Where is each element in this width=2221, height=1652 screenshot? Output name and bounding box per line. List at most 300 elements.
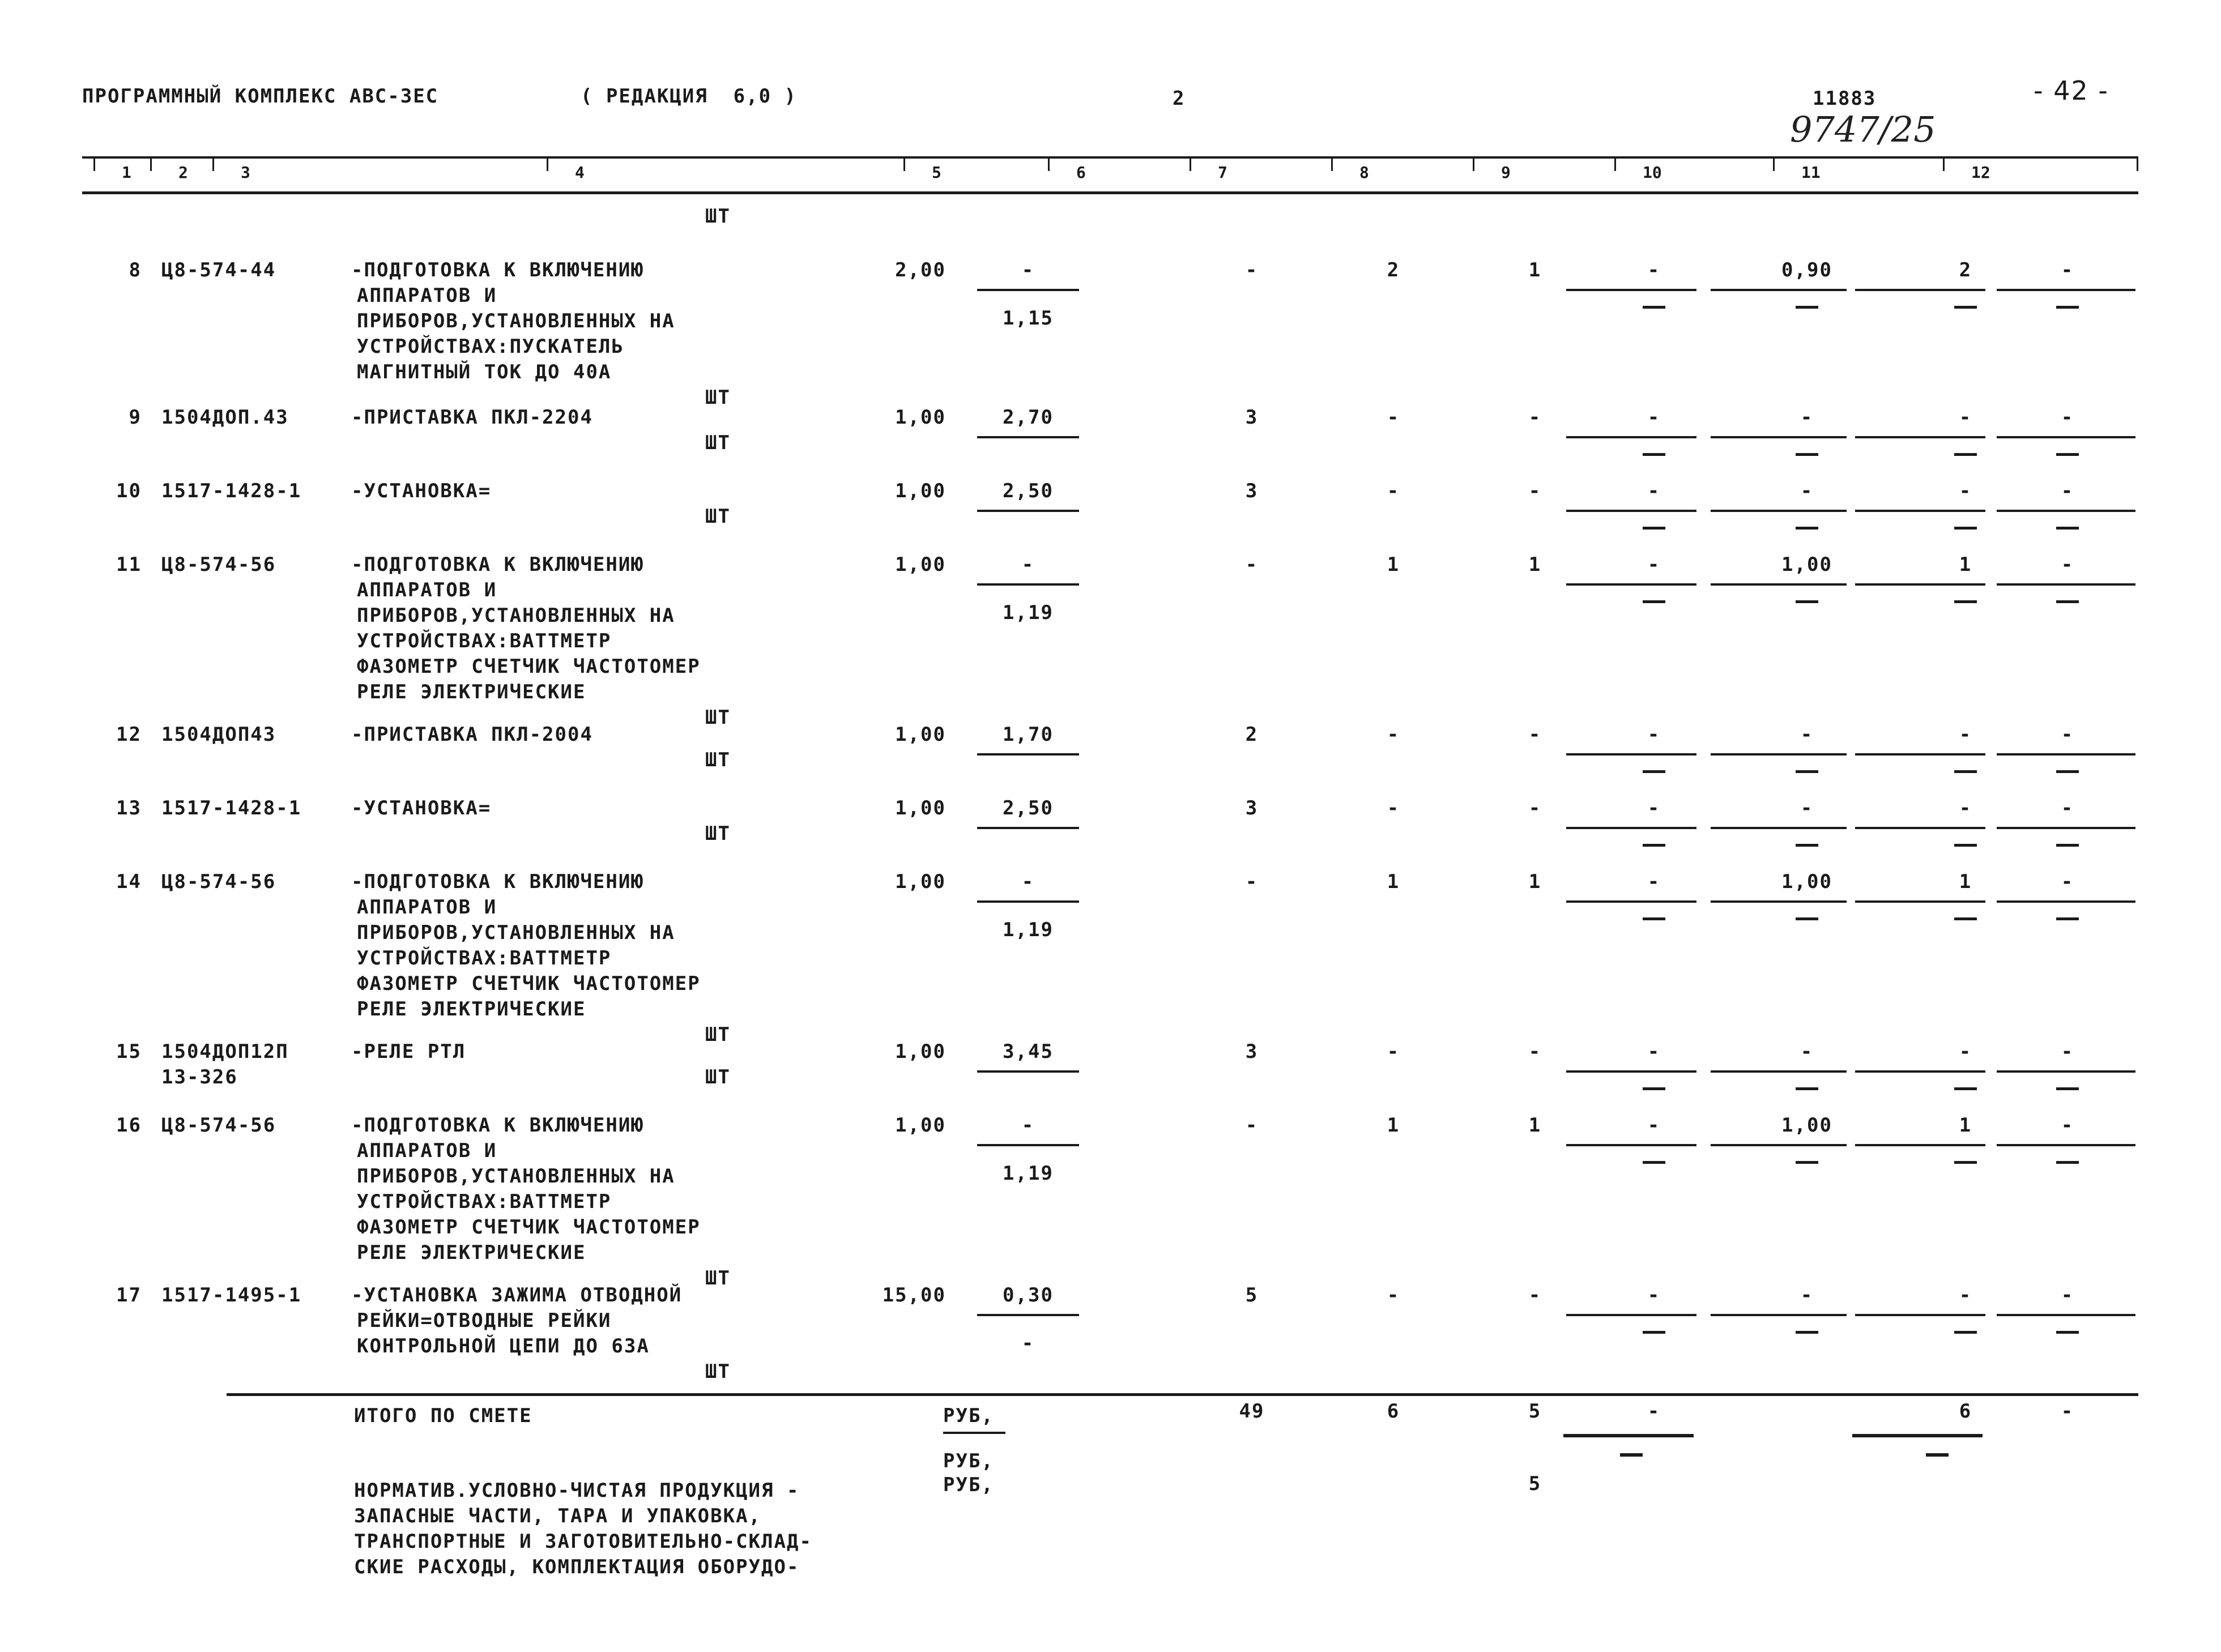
column-header-2: 2 [178, 163, 188, 182]
row-number: 8 [129, 259, 142, 281]
c12-bottom-dash [2056, 1331, 2079, 1334]
column-header-7: 7 [1218, 163, 1227, 182]
row-c6: 3 [1245, 1040, 1259, 1063]
c5-rule [977, 1314, 1079, 1316]
row-c6: 5 [1245, 1284, 1259, 1307]
header-rule-bottom [82, 191, 2138, 194]
norm-line-2: ЗАПАСНЫЕ ЧАСТИ, ТАРА И УПАКОВКА, [354, 1505, 762, 1527]
row-quantity: 1,00 [895, 870, 946, 893]
row-c12: - [2061, 723, 2074, 746]
row-c5: - [1021, 870, 1035, 893]
c10-bottom-dash [1796, 600, 1818, 603]
c12-rule [1997, 1070, 2135, 1073]
column-header-separator [212, 159, 214, 171]
total-c9: - [1647, 1400, 1661, 1423]
row-unit: ШТ [705, 1360, 731, 1383]
row-c5-bottom: 1,19 [1003, 601, 1054, 624]
row-quantity: 1,00 [895, 1114, 946, 1137]
total-rub-3: РУБ, [943, 1474, 994, 1496]
c9-bottom-dash [1643, 1087, 1665, 1090]
c11-bottom-dash [1954, 453, 1977, 456]
row-c9: - [1647, 553, 1661, 576]
row-number: 15 [116, 1040, 142, 1063]
c9-bottom-dash [1643, 600, 1665, 603]
row-c12: - [2061, 797, 2074, 819]
row-c5-bottom: 1,15 [1003, 307, 1054, 330]
c9-bottom-dash [1643, 917, 1665, 920]
row-unit: ШТ [705, 505, 731, 528]
row-code: Ц8-574-44 [161, 259, 276, 281]
row-c7: - [1387, 406, 1400, 429]
c11-rule [1855, 1314, 1985, 1316]
row-quantity: 1,00 [895, 553, 946, 576]
c5-rule [977, 436, 1079, 438]
c12-bottom-dash [2056, 600, 2079, 603]
row-c10: - [1800, 797, 1814, 819]
c9-bottom-dash [1643, 1331, 1665, 1334]
row-c10: 1,00 [1781, 870, 1832, 893]
row-c5: 3,45 [1003, 1040, 1054, 1063]
total-c6: 49 [1239, 1400, 1265, 1423]
row-c8: 1 [1528, 553, 1542, 576]
row-c5: 2,70 [1003, 406, 1054, 429]
c12-bottom-dash [2056, 1087, 2079, 1090]
row-c12: - [2061, 1114, 2074, 1137]
c9-bottom-dash [1643, 306, 1665, 309]
row-c5: - [1021, 259, 1035, 281]
row-description-line: -ПОДГОТОВКА К ВКЛЮЧЕНИЮ [351, 870, 644, 893]
row-c10: 1,00 [1781, 553, 1832, 576]
c11-rule [1855, 827, 1985, 829]
program-title: ПРОГРАММНЫЙ КОМПЛЕКС АВС-3ЕС [82, 85, 439, 108]
c10-bottom-dash [1796, 306, 1818, 309]
row-description-line: УСТРОЙСТВАХ:ВАТТМЕТР [357, 947, 612, 970]
row-c11: 2 [1959, 259, 1972, 281]
row-c11: - [1959, 480, 1972, 502]
row-c11: 1 [1959, 553, 1972, 576]
c9-rule [1566, 900, 1696, 903]
row-description-line: АППАРАТОВ И [357, 1139, 497, 1162]
row-description-line: -ПРИСТАВКА ПКЛ-2004 [351, 723, 593, 746]
column-header-separator [903, 159, 905, 171]
sheet-number: 2 [1173, 87, 1186, 110]
c5-rule [977, 900, 1079, 903]
row-c12: - [2061, 480, 2074, 502]
row-c12: - [2061, 1040, 2074, 1063]
column-header-3: 3 [241, 163, 250, 182]
row-c5: - [1021, 553, 1035, 576]
column-header-separator [93, 159, 95, 171]
row-description-line: УСТРОЙСТВАХ:ВАТТМЕТР [357, 1190, 612, 1213]
c12-bottom-dash [2056, 527, 2079, 530]
row-description-line: ФАЗОМЕТР СЧЕТЧИК ЧАСТОТОМЕР [357, 972, 701, 995]
norm-line-4: СКИЕ РАСХОДЫ, КОМПЛЕКТАЦИЯ ОБОРУДО- [354, 1556, 800, 1578]
norm-line-3: ТРАНСПОРТНЫЕ И ЗАГОТОВИТЕЛЬНО-СКЛАД- [354, 1530, 812, 1553]
row-c10: 0,90 [1781, 259, 1832, 281]
c10-rule [1711, 1314, 1847, 1316]
c9-rule [1566, 1144, 1696, 1146]
row-unit: ШТ [705, 706, 731, 729]
c11-bottom-dash [1954, 1161, 1977, 1164]
c11-bottom-dash [1954, 1331, 1977, 1334]
c11-bottom-dash [1954, 600, 1977, 603]
row-c8: - [1528, 797, 1542, 819]
row-unit: ШТ [705, 386, 731, 409]
row-c11: - [1959, 1040, 1972, 1063]
row-description-line: ПРИБОРОВ,УСТАНОВЛЕННЫХ НА [357, 604, 675, 627]
c12-rule [1997, 583, 2135, 586]
row-code: 1517-1428-1 [161, 480, 302, 502]
c9-rule [1566, 827, 1696, 829]
row-c6: 3 [1245, 797, 1259, 819]
c9-bottom-dash [1643, 844, 1665, 847]
c10-bottom-dash [1796, 453, 1818, 456]
row-c9: - [1647, 406, 1661, 429]
total-rub-1: РУБ, [943, 1405, 994, 1427]
row-description-line: РЕЙКИ=ОТВОДНЫЕ РЕЙКИ [357, 1309, 612, 1332]
c10-bottom-dash [1796, 1331, 1818, 1334]
column-header-4: 4 [575, 163, 585, 182]
row-c7: 1 [1387, 1114, 1400, 1137]
row-c8: 1 [1528, 1114, 1542, 1137]
row-code: 1504ДОП43 [161, 723, 276, 746]
total-c12: - [2061, 1400, 2074, 1423]
norm-line-1: НОРМАТИВ.УСЛОВНО-ЧИСТАЯ ПРОДУКЦИЯ - [354, 1479, 800, 1502]
row-c5: 1,70 [1003, 723, 1054, 746]
c12-rule [1997, 900, 2135, 903]
c12-bottom-dash [2056, 917, 2079, 920]
column-header-11: 11 [1801, 163, 1821, 182]
row-c5-bottom: 1,19 [1003, 1162, 1054, 1185]
row-quantity: 1,00 [895, 797, 946, 819]
row-quantity: 1,00 [895, 480, 946, 502]
row-number: 11 [116, 553, 142, 576]
row-description-line: ПРИБОРОВ,УСТАНОВЛЕННЫХ НА [357, 921, 675, 944]
row-c9: - [1647, 723, 1661, 746]
c9-bottom-dash [1643, 527, 1665, 530]
row-quantity: 1,00 [895, 723, 946, 746]
row-description-line: МАГНИТНЫЙ ТОК ДО 40А [357, 361, 612, 383]
column-header-9: 9 [1501, 163, 1511, 182]
column-header-separator [1048, 159, 1050, 171]
row-c8: - [1528, 406, 1542, 429]
row-quantity: 15,00 [882, 1284, 946, 1307]
column-header-separator [150, 159, 152, 171]
c11-rule [1855, 436, 1985, 438]
total-c11-rule [1852, 1434, 1983, 1437]
row-c5-bottom: - [1021, 1332, 1035, 1355]
row-c7: - [1387, 723, 1400, 746]
total-c11: 6 [1959, 1400, 1972, 1423]
row-c11: 1 [1959, 870, 1972, 893]
c5-rule [977, 1144, 1079, 1146]
row-c6: - [1245, 870, 1259, 893]
c10-rule [1711, 753, 1847, 755]
c9-rule [1566, 289, 1696, 291]
c10-rule [1711, 827, 1847, 829]
row-code-line2: 13-326 [161, 1066, 238, 1088]
row-c11: - [1959, 797, 1972, 819]
document-code: 11883 [1813, 87, 1877, 110]
c12-bottom-dash [2056, 453, 2079, 456]
row-c7: 1 [1387, 553, 1400, 576]
row-c12: - [2061, 1284, 2074, 1307]
row-description-line: АППАРАТОВ И [357, 579, 497, 601]
c11-rule [1855, 753, 1985, 755]
row-c7: - [1387, 1040, 1400, 1063]
column-header-6: 6 [1076, 163, 1086, 182]
row-c8: - [1528, 723, 1542, 746]
c11-bottom-dash [1954, 1087, 1977, 1090]
row-c7: - [1387, 480, 1400, 502]
row-description-line: АППАРАТОВ И [357, 896, 497, 919]
row-code: Ц8-574-56 [161, 1114, 276, 1137]
row-c9: - [1647, 480, 1661, 502]
c11-bottom-dash [1954, 917, 1977, 920]
total-rule [227, 1393, 2138, 1396]
row-c11: - [1959, 406, 1972, 429]
row-c5: 2,50 [1003, 480, 1054, 502]
c5-rule [977, 827, 1079, 829]
c12-rule [1997, 827, 2135, 829]
c12-rule [1997, 1314, 2135, 1316]
c12-rule [1997, 289, 2135, 291]
column-header-separator [1190, 159, 1191, 171]
c12-rule [1997, 1144, 2135, 1146]
column-header-5: 5 [932, 163, 941, 182]
row-unit: ШТ [705, 822, 731, 845]
row-c6: 2 [1245, 723, 1259, 746]
c12-bottom-dash [2056, 1161, 2079, 1164]
row-c7: 1 [1387, 870, 1400, 893]
total-c9-dash [1620, 1453, 1643, 1457]
column-header-separator [1773, 159, 1775, 171]
c12-bottom-dash [2056, 306, 2079, 309]
row-unit: ШТ [705, 432, 731, 454]
total-c9-rule [1563, 1434, 1694, 1437]
total-c11-dash [1926, 1453, 1949, 1457]
total-c8: 5 [1528, 1400, 1542, 1423]
c10-bottom-dash [1796, 1087, 1818, 1090]
c9-bottom-dash [1643, 1161, 1665, 1164]
row-c5: 0,30 [1003, 1284, 1054, 1307]
column-header-separator [1331, 159, 1333, 171]
row-description-line: -ПОДГОТОВКА К ВКЛЮЧЕНИЮ [351, 553, 644, 576]
row-c10: - [1800, 723, 1814, 746]
c10-bottom-dash [1796, 1161, 1818, 1164]
total-c7: 6 [1387, 1400, 1400, 1423]
c11-bottom-dash [1954, 527, 1977, 530]
row-c11: - [1959, 723, 1972, 746]
c10-rule [1711, 1070, 1847, 1073]
c10-bottom-dash [1796, 844, 1818, 847]
handwritten-note: 9747/25 [1790, 109, 1936, 150]
column-header-1: 1 [122, 163, 131, 182]
c10-rule [1711, 1144, 1847, 1146]
column-header-separator [547, 159, 548, 171]
column-header-separator [2137, 159, 2138, 171]
row-c5-bottom: 1,19 [1003, 919, 1054, 941]
c11-bottom-dash [1954, 770, 1977, 773]
rub-rule [943, 1432, 1005, 1434]
row-c8: - [1528, 1284, 1542, 1307]
row-c8: 1 [1528, 259, 1542, 281]
c12-rule [1997, 436, 2135, 438]
row-description-line: УСТРОЙСТВАХ:ПУСКАТЕЛЬ [357, 335, 624, 358]
c9-rule [1566, 583, 1696, 586]
norm-c8: 5 [1528, 1472, 1542, 1495]
total-rub-2: РУБ, [943, 1450, 994, 1472]
c11-bottom-dash [1954, 844, 1977, 847]
row-c12: - [2061, 406, 2074, 429]
row-c6: 3 [1245, 480, 1259, 502]
row-c5: 2,50 [1003, 797, 1054, 819]
row-quantity: 1,00 [895, 1040, 946, 1063]
c9-bottom-dash [1643, 770, 1665, 773]
column-header-separator [1943, 159, 1945, 171]
c5-rule [977, 1070, 1079, 1073]
row-c8: - [1528, 1040, 1542, 1063]
row-c12: - [2061, 553, 2074, 576]
row-description-line: ФАЗОМЕТР СЧЕТЧИК ЧАСТОТОМЕР [357, 1216, 701, 1239]
row-number: 14 [116, 870, 142, 893]
row-description-line: ПРИБОРОВ,УСТАНОВЛЕННЫХ НА [357, 310, 675, 332]
row-description-line: -ПОДГОТОВКА К ВКЛЮЧЕНИЮ [351, 1114, 644, 1137]
row-number: 12 [116, 723, 142, 746]
row-unit: ШТ [705, 749, 731, 771]
unit-label: ШТ [705, 205, 731, 228]
row-c9: - [1647, 1040, 1661, 1063]
row-code: Ц8-574-56 [161, 870, 276, 893]
total-label: ИТОГО ПО СМЕТЕ [354, 1405, 532, 1427]
column-header-12: 12 [1971, 163, 1990, 182]
c11-rule [1855, 289, 1985, 291]
row-c10: - [1800, 1040, 1814, 1063]
row-number: 16 [116, 1114, 142, 1137]
c9-rule [1566, 1070, 1696, 1073]
row-c6: 3 [1245, 406, 1259, 429]
row-description-line: КОНТРОЛЬНОЙ ЦЕПИ ДО 63А [357, 1335, 650, 1358]
c5-rule [977, 753, 1079, 755]
column-header-separator [1473, 159, 1474, 171]
row-c8: - [1528, 480, 1542, 502]
row-c11: - [1959, 1284, 1972, 1307]
row-description-line: ФАЗОМЕТР СЧЕТЧИК ЧАСТОТОМЕР [357, 655, 701, 678]
row-description-line: РЕЛЕ ЭЛЕКТРИЧЕСКИЕ [357, 1241, 586, 1264]
row-description-line: РЕЛЕ ЭЛЕКТРИЧЕСКИЕ [357, 681, 586, 703]
header-rule-top [82, 156, 2138, 159]
row-c7: - [1387, 797, 1400, 819]
c10-rule [1711, 436, 1847, 438]
c11-rule [1855, 583, 1985, 586]
column-header-10: 10 [1643, 163, 1662, 182]
page-number: - 42 - [2034, 75, 2109, 106]
c9-bottom-dash [1643, 453, 1665, 456]
row-description-line: ПРИБОРОВ,УСТАНОВЛЕННЫХ НА [357, 1165, 675, 1188]
c10-rule [1711, 289, 1847, 291]
row-c12: - [2061, 259, 2074, 281]
row-c9: - [1647, 1284, 1661, 1307]
c12-bottom-dash [2056, 844, 2079, 847]
row-description-line: -ПОДГОТОВКА К ВКЛЮЧЕНИЮ [351, 259, 644, 281]
c5-rule [977, 583, 1079, 586]
row-quantity: 2,00 [895, 259, 946, 281]
row-number: 13 [116, 797, 142, 819]
c5-rule [977, 510, 1079, 512]
row-unit: ШТ [705, 1023, 731, 1046]
row-code: Ц8-574-56 [161, 553, 276, 576]
c11-rule [1855, 1144, 1985, 1146]
row-c6: - [1245, 1114, 1259, 1137]
row-c11: 1 [1959, 1114, 1972, 1137]
row-number: 9 [129, 406, 142, 429]
row-code: 1517-1428-1 [161, 797, 302, 819]
row-c6: - [1245, 259, 1259, 281]
row-c10: - [1800, 1284, 1814, 1307]
row-c9: - [1647, 259, 1661, 281]
row-c6: - [1245, 553, 1259, 576]
c10-rule [1711, 583, 1847, 586]
row-quantity: 1,00 [895, 406, 946, 429]
c12-rule [1997, 753, 2135, 755]
row-number: 10 [116, 480, 142, 502]
row-c9: - [1647, 1114, 1661, 1137]
c9-rule [1566, 510, 1696, 512]
row-c10: - [1800, 406, 1814, 429]
c10-rule [1711, 900, 1847, 903]
row-c9: - [1647, 870, 1661, 893]
c10-bottom-dash [1796, 770, 1818, 773]
c5-rule [977, 289, 1079, 291]
row-description-line: -УСТАНОВКА= [351, 480, 492, 502]
c9-rule [1566, 436, 1696, 438]
row-c5: - [1021, 1114, 1035, 1137]
c11-rule [1855, 900, 1985, 903]
row-number: 17 [116, 1284, 142, 1307]
column-header-separator [1614, 159, 1616, 171]
c11-rule [1855, 1070, 1985, 1073]
row-c10: 1,00 [1781, 1114, 1832, 1137]
c11-rule [1855, 510, 1985, 512]
c9-rule [1566, 753, 1696, 755]
c10-bottom-dash [1796, 527, 1818, 530]
row-description-line: РЕЛЕ ЭЛЕКТРИЧЕСКИЕ [357, 998, 586, 1021]
row-description-line: -РЕЛЕ РТЛ [351, 1040, 466, 1063]
row-c8: 1 [1528, 870, 1542, 893]
c12-rule [1997, 510, 2135, 512]
edition-label: ( РЕДАКЦИЯ 6,0 ) [581, 85, 797, 108]
row-description-line: -УСТАНОВКА ЗАЖИМА ОТВОДНОЙ [351, 1284, 683, 1307]
row-description-line: АППАРАТОВ И [357, 284, 497, 307]
row-description-line: УСТРОЙСТВАХ:ВАТТМЕТР [357, 630, 612, 652]
row-code: 1504ДОП.43 [161, 406, 289, 429]
c9-rule [1566, 1314, 1696, 1316]
c11-bottom-dash [1954, 306, 1977, 309]
row-c12: - [2061, 870, 2074, 893]
row-description-line: -ПРИСТАВКА ПКЛ-2204 [351, 406, 593, 429]
row-c7: 2 [1387, 259, 1400, 281]
column-header-8: 8 [1359, 163, 1369, 182]
c12-bottom-dash [2056, 770, 2079, 773]
c10-bottom-dash [1796, 917, 1818, 920]
row-c7: - [1387, 1284, 1400, 1307]
row-unit: ШТ [705, 1066, 731, 1088]
row-unit: ШТ [705, 1267, 731, 1290]
c10-rule [1711, 510, 1847, 512]
row-code: 1517-1495-1 [161, 1284, 302, 1307]
row-c10: - [1800, 480, 1814, 502]
row-code: 1504ДОП12П [161, 1040, 289, 1063]
